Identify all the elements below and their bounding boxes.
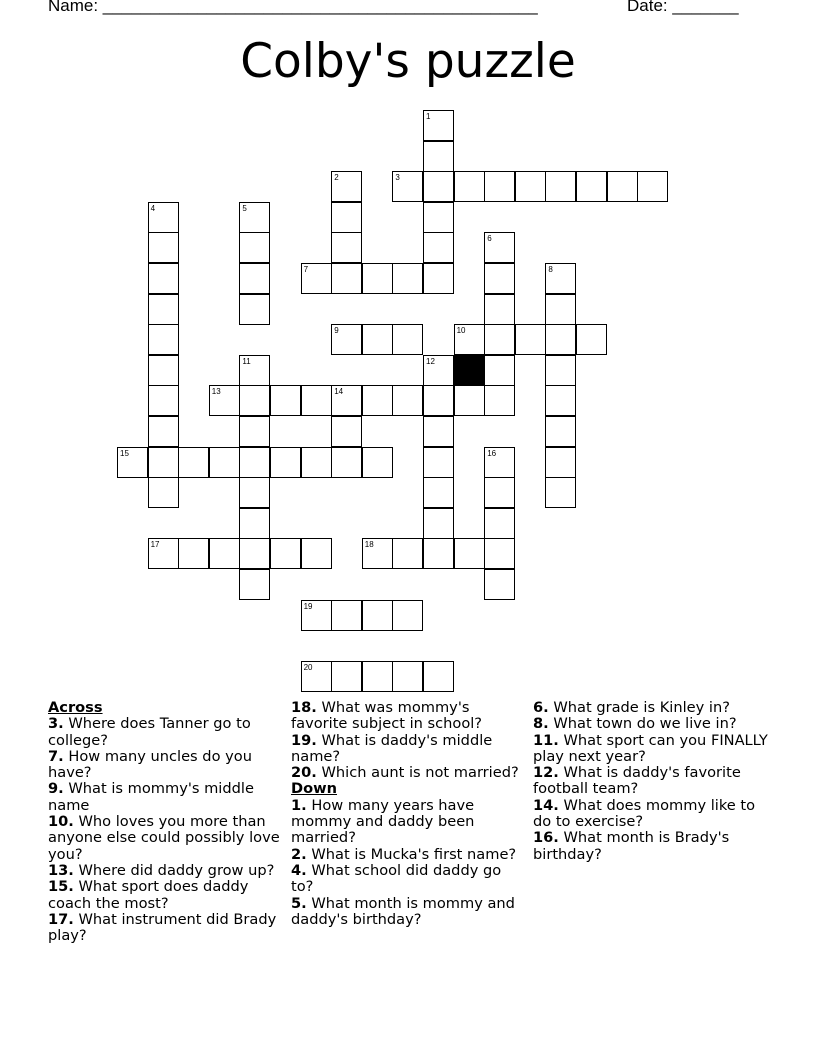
clue-number: 13 — [211, 387, 221, 397]
grid-cell[interactable] — [545, 355, 576, 386]
grid-cell[interactable] — [301, 447, 332, 478]
grid-cell[interactable] — [178, 447, 209, 478]
clue-down-16: 16. What month is Brady's birthday? — [533, 829, 730, 863]
grid-cell[interactable] — [392, 263, 423, 294]
grid-cell[interactable] — [148, 416, 179, 447]
grid-cell[interactable] — [301, 538, 332, 569]
grid-cell[interactable] — [423, 202, 454, 233]
clue-number: 9 — [334, 326, 339, 336]
grid-cell[interactable] — [148, 324, 179, 355]
clue-number: 10 — [456, 326, 466, 336]
name-field: Name: ______________________________________________ — [48, 0, 538, 15]
grid-cell[interactable] — [239, 508, 270, 539]
grid-cell[interactable] — [423, 447, 454, 478]
grid-cell[interactable] — [423, 232, 454, 263]
clue-across-15: 15. What sport does daddy coach the most? — [48, 878, 249, 912]
grid-cell[interactable] — [545, 171, 576, 202]
clue-number: 19 — [303, 601, 313, 611]
grid-cell[interactable] — [484, 569, 515, 600]
clue-number: 4 — [150, 203, 156, 213]
grid-cell[interactable] — [148, 263, 179, 294]
grid-cell[interactable] — [576, 324, 607, 355]
down-heading: Down — [291, 780, 338, 798]
grid-cell[interactable] — [331, 202, 362, 233]
grid-cell[interactable] — [331, 416, 362, 447]
clue-number: 11 — [242, 356, 251, 366]
clue-across-19: 19. What is daddy's middle name? — [291, 731, 493, 765]
grid-cell[interactable] — [209, 538, 240, 569]
clue-down-4: 4. What school did daddy go to? — [291, 861, 502, 896]
clue-number: 2 — [334, 173, 339, 183]
down-clues — [533, 700, 773, 863]
clue-across-18: 18. What was mommy's favorite subject in school? — [291, 699, 483, 733]
grid-cell[interactable] — [239, 477, 270, 508]
grid-cell[interactable] — [423, 508, 454, 539]
grid-cell[interactable] — [239, 294, 270, 325]
across-clues — [48, 700, 280, 944]
grid-cell[interactable] — [301, 385, 332, 416]
grid-cell[interactable] — [484, 171, 515, 202]
clue-number: 1 — [426, 112, 431, 121]
grid-cell[interactable] — [239, 263, 270, 294]
grid-cell[interactable] — [484, 324, 515, 355]
clue-down-12: 12. What is daddy's favorite football team? — [533, 764, 741, 798]
clue-down-2: 2. What is Mucka's first name? — [291, 845, 517, 863]
clue-down-6: 6. What grade is Kinley in? — [533, 699, 730, 716]
grid-cell[interactable] — [515, 171, 546, 202]
across-heading: Across — [48, 699, 103, 716]
clue-number: 17 — [150, 540, 160, 550]
grid-cell[interactable] — [148, 477, 179, 508]
grid-cell[interactable] — [331, 232, 362, 263]
grid-cell[interactable] — [392, 324, 423, 355]
clue-down-1: 1. How many years have mommy and daddy been married? — [291, 796, 475, 847]
clue-number: 3 — [395, 173, 400, 183]
grid-cell[interactable] — [239, 385, 270, 416]
grid-cell[interactable] — [362, 324, 393, 355]
clue-down-8: 8. What town do we live in? — [533, 715, 737, 733]
clue-number: 7 — [303, 265, 309, 274]
grid-cell[interactable] — [423, 416, 454, 447]
grid-cell[interactable] — [545, 477, 576, 508]
grid-cell[interactable] — [484, 294, 515, 325]
grid-cell[interactable] — [454, 538, 485, 569]
grid-cell[interactable] — [239, 538, 270, 569]
grid-cell[interactable] — [148, 294, 179, 325]
grid-cell[interactable] — [545, 447, 576, 478]
black-square — [454, 355, 485, 386]
clue-number: 6 — [487, 234, 492, 244]
grid-cell[interactable] — [148, 385, 179, 416]
grid-cell[interactable] — [454, 385, 485, 416]
grid-cell[interactable] — [454, 171, 485, 202]
grid-cell[interactable] — [239, 416, 270, 447]
clue-across-3: 3. Where does Tanner go to college? — [48, 715, 251, 749]
grid-cell[interactable] — [331, 447, 362, 478]
grid-cell[interactable] — [331, 661, 362, 692]
clue-number: 15 — [120, 448, 129, 458]
grid-cell[interactable] — [209, 447, 240, 478]
grid-cell[interactable] — [484, 538, 515, 569]
grid-cell[interactable] — [362, 600, 393, 631]
grid-cell[interactable] — [484, 263, 515, 294]
grid-cell[interactable] — [392, 385, 423, 416]
grid-cell[interactable] — [362, 661, 393, 692]
clue-across-7: 7. How many uncles do you have? — [48, 747, 252, 782]
clue-across-13: 13. Where did daddy grow up? — [48, 861, 275, 879]
clue-across-20: 20. Which aunt is not married? — [291, 764, 519, 782]
grid-cell[interactable] — [270, 538, 301, 569]
grid-cell[interactable] — [178, 538, 209, 569]
clue-number: 20 — [303, 662, 313, 672]
grid-cell[interactable] — [484, 355, 515, 386]
clue-across-9: 9. What is mommy's middle name — [48, 780, 254, 814]
grid-cell[interactable] — [576, 171, 607, 202]
grid-cell[interactable] — [484, 477, 515, 508]
clue-number: 14 — [334, 387, 344, 397]
clue-number: 12 — [426, 356, 435, 366]
grid-cell[interactable] — [545, 294, 576, 325]
grid-cell[interactable] — [148, 355, 179, 386]
grid-cell[interactable] — [239, 447, 270, 478]
middle-clues — [291, 700, 523, 928]
grid-cell[interactable] — [545, 416, 576, 447]
clue-down-5: 5. What month is mommy and daddy's birthday? — [291, 894, 515, 928]
grid-cell[interactable] — [270, 447, 301, 478]
clue-down-11: 11. What sport can you FINALLY play next year? — [533, 731, 768, 765]
grid-cell[interactable] — [545, 385, 576, 416]
grid-cell[interactable] — [362, 447, 393, 478]
date-field: Date: _______ — [627, 0, 739, 15]
grid-cell[interactable] — [239, 232, 270, 263]
clue-number: 5 — [242, 203, 247, 213]
clue-number: 16 — [487, 448, 497, 458]
grid-cell[interactable] — [423, 263, 454, 294]
grid-cell[interactable] — [362, 385, 393, 416]
grid-cell[interactable] — [484, 385, 515, 416]
grid-cell[interactable] — [148, 447, 179, 478]
grid-cell[interactable] — [484, 508, 515, 539]
grid-cell[interactable] — [423, 661, 454, 692]
clue-across-10: 10. Who loves you more than anyone else could possibly love you? — [48, 813, 280, 863]
grid-cell[interactable] — [239, 569, 270, 600]
grid-cell[interactable] — [331, 263, 362, 294]
grid-cell[interactable] — [392, 538, 423, 569]
clue-across-17: 17. What instrument did Brady play? — [48, 910, 277, 945]
grid-cell[interactable] — [545, 324, 576, 355]
grid-cell[interactable] — [607, 171, 638, 202]
clue-number: 18 — [364, 540, 374, 550]
grid-cell[interactable] — [423, 171, 454, 202]
grid-cell[interactable] — [331, 600, 362, 631]
grid-cell[interactable] — [362, 263, 393, 294]
grid-cell[interactable] — [392, 661, 423, 692]
grid-cell[interactable] — [423, 538, 454, 569]
puzzle-title: Colby's puzzle — [240, 34, 576, 89]
grid-cell[interactable] — [637, 171, 668, 202]
grid-cell[interactable] — [423, 385, 454, 416]
grid-cell[interactable] — [423, 477, 454, 508]
clue-number: 8 — [548, 265, 553, 274]
grid-cell[interactable] — [423, 141, 454, 172]
grid-cell[interactable] — [515, 324, 546, 355]
grid-cell[interactable] — [148, 232, 179, 263]
grid-cell[interactable] — [270, 385, 301, 416]
grid-cell[interactable] — [392, 600, 423, 631]
clue-down-14: 14. What does mommy like to do to exercise? — [533, 796, 756, 831]
